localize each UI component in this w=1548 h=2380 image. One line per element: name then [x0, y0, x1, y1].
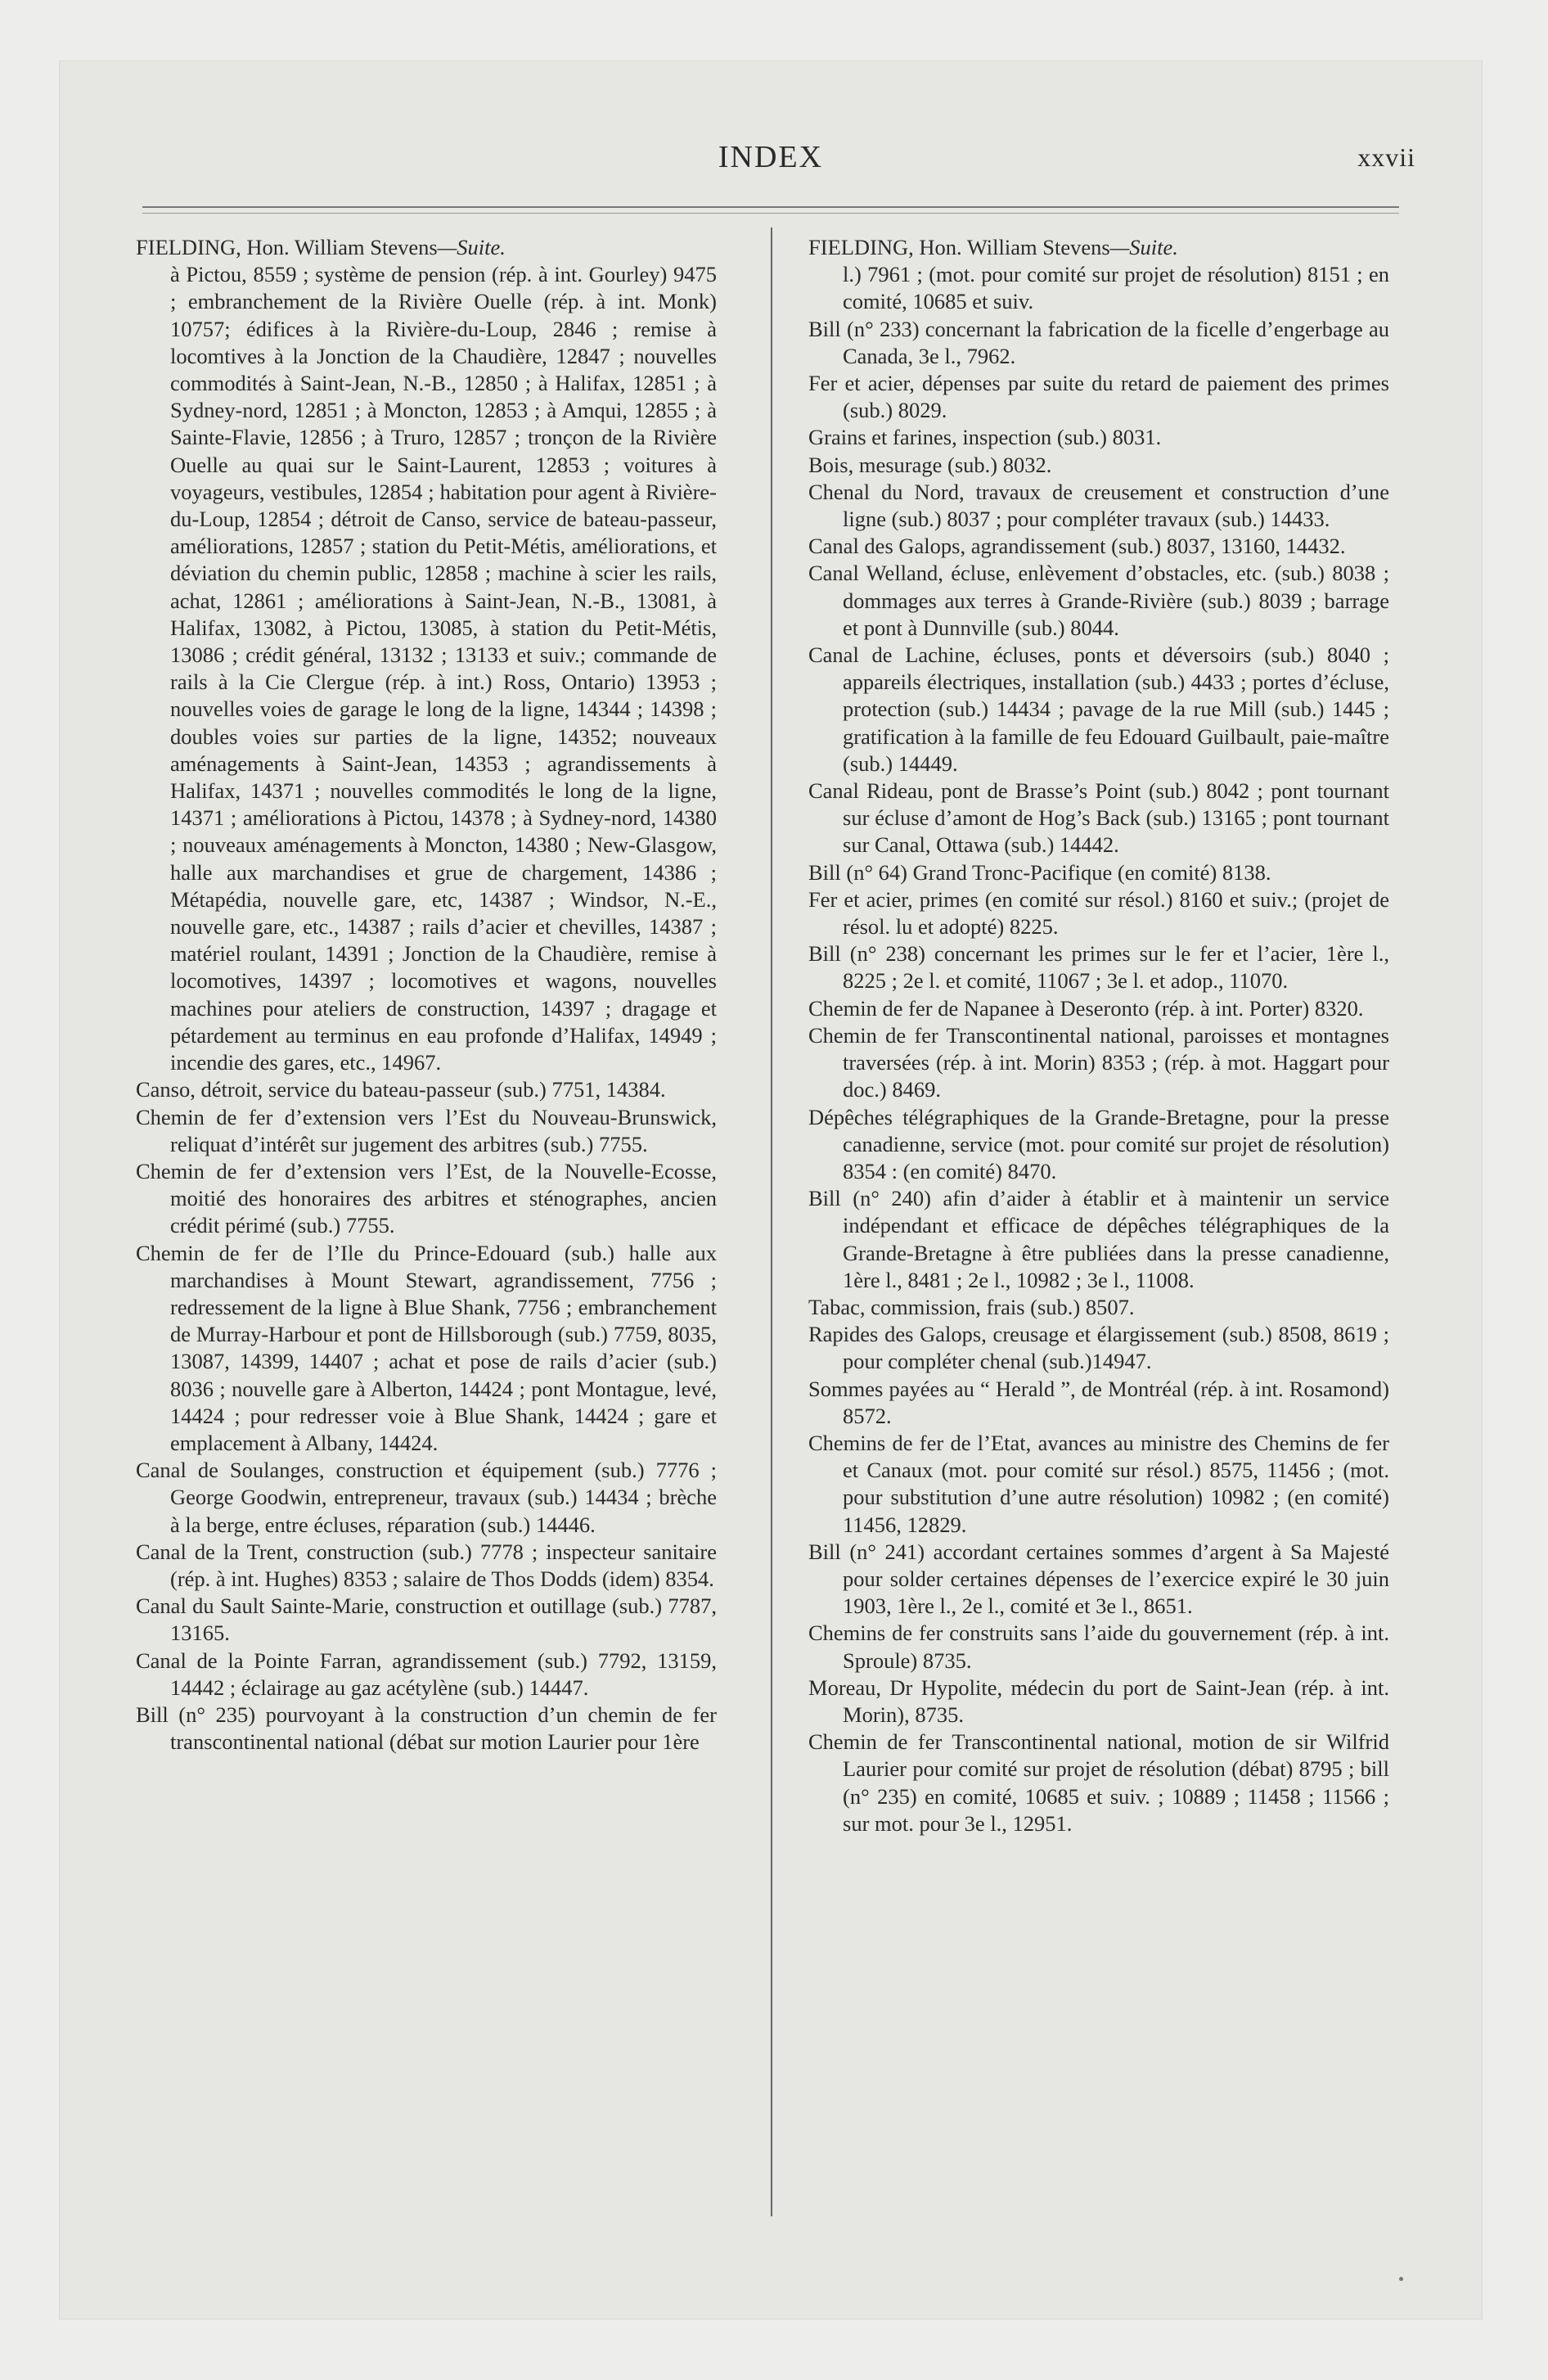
- page-number: xxvii: [1357, 142, 1415, 172]
- index-entry: Canal du Sault Sainte-Marie, construction et outillage (sub.) 7787, 13165.: [136, 1593, 717, 1646]
- index-entry: Canal de Lachine, écluses, ponts et déversoirs (sub.) 8040 ; appareils électriques, installation (sub.) 4433 ; portes d’écluse, protection (sub.) 14434 ; pavage de la rue Mill (sub.) 1445 ; gratification à la famille de feu Edouard Guilbault, paie-maître (sub.) 14449.: [808, 642, 1389, 776]
- page-title: INDEX: [718, 140, 824, 174]
- index-entry: Canal de la Pointe Farran, agrandissement (sub.) 7792, 13159, 14442 ; éclairage au gaz acétylène (sub.) 14447.: [136, 1648, 717, 1700]
- index-entry: Canso, détroit, service du bateau-passeur (sub.) 7751, 14384.: [136, 1077, 666, 1102]
- column-divider: [771, 228, 772, 2216]
- index-entry: Canal Welland, écluse, enlèvement d’obstacles, etc. (sub.) 8038 ; dommages aux terres à Grande-Rivière (sub.) 8039 ; barrage et pont à Dunnville (sub.) 8044.: [808, 561, 1389, 640]
- index-entry: Canal des Galops, agrandissement (sub.) 8037, 13160, 14432.: [808, 534, 1346, 559]
- right-continuation: l.) 7961 ; (mot. pour comité sur projet de résolution) 8151 ; en comité, 10685 et suiv.: [843, 262, 1389, 314]
- index-entry: Chenal du Nord, travaux de creusement et construction d’une ligne (sub.) 8037 ; pour compléter travaux (sub.) 14433.: [808, 479, 1389, 532]
- index-entry: Chemins de fer de l’Etat, avances au ministre des Chemins de fer et Canaux (mot. pour comité sur résol.) 8575, 11456 ; (mot. pour substitution d’une autre résolution) 10982 ; (en comité) 11456, 12829.: [808, 1430, 1389, 1537]
- index-entry: Fer et acier, primes (en comité sur résol.) 8160 et suiv.; (projet de résol. lu et adopté) 8225.: [808, 886, 1389, 940]
- index-entry: Chemin de fer de l’Ile du Prince-Edouard (sub.) halle aux marchandises à Mount Stewart, agrandissement, 7756 ; redressement de la ligne à Blue Shank, 7756 ; embranchement de Murray-Harbour et pont de Hillsborough (sub.) 7759, 8035, 13087, 14399, 14407 ; achat et pose de rails d’acier (sub.) 8036 ; nouvelle gare à Alberton, 14424 ; pont Montague, levé, 14424 ; pour redresser voie à Blue Shank, 14424 ; gare et emplacement à Albany, 14424.: [136, 1240, 717, 1455]
- index-entry: Bill (n° 241) accordant certaines sommes d’argent à Sa Majesté pour solder certaines dépenses de l’exercice expiré le 30 juin 1903, 1ère l., 2e l., comité et 3e l., 8651.: [808, 1539, 1389, 1619]
- index-entry: Chemin de fer Transcontinental national, motion de sir Wilfrid Laurier pour comité sur projet de résolution (débat) 8795 ; bill (n° 235) en comité, 10685 et suiv. ; 10889 ; 11458 ; 11566 ; sur mot. pour 3e l., 12951.: [808, 1729, 1389, 1836]
- left-heading-name: FIELDING, Hon. William Stevens: [136, 235, 438, 259]
- index-entry: Chemin de fer d’extension vers l’Est du Nouveau-Brunswick, reliquat d’intérêt sur jugement des arbitres (sub.) 7755.: [136, 1104, 717, 1156]
- index-entry: Bois, mesurage (sub.) 8032.: [808, 452, 1052, 477]
- index-entry: Grains et farines, inspection (sub.) 8031.: [808, 425, 1162, 450]
- left-column: [136, 234, 717, 1756]
- right-heading-name: FIELDING, Hon. William Stevens: [808, 235, 1110, 259]
- index-entry: Canal de la Trent, construction (sub.) 7778 ; inspecteur sanitaire (rép. à int. Hughes) 8353 ; salaire de Thos Dodds (idem) 8354.: [136, 1539, 717, 1591]
- right-heading: [808, 234, 1389, 261]
- index-entry: Bill (n° 235) pourvoyant à la construction d’un chemin de fer transcontinental national (débat sur motion Laurier pour 1ère: [136, 1702, 717, 1755]
- running-header: [59, 139, 1483, 188]
- right-heading-suffix: —Suite.: [1109, 235, 1178, 259]
- print-speck: [1399, 2277, 1403, 2281]
- page-sheet: [59, 61, 1483, 2319]
- index-entry: Chemin de fer de Napanee à Deseronto (rép. à int. Porter) 8320.: [808, 995, 1364, 1021]
- index-entry: Bill (n° 238) concernant les primes sur le fer et l’acier, 1ère l., 8225 ; 2e l. et comité, 11067 ; 3e l. et adop., 11070.: [808, 941, 1389, 994]
- header-rule-thin: [142, 213, 1399, 214]
- index-entry: Canal de Soulanges, construction et équipement (sub.) 7776 ; George Goodwin, entrepreneur, travaux (sub.) 14434 ; brèche à la berge, entre écluses, réparation (sub.) 14446.: [136, 1458, 717, 1537]
- index-entry: Tabac, commission, frais (sub.) 8507.: [808, 1294, 1135, 1319]
- header-rule: [142, 206, 1399, 208]
- index-entry: Bill (n° 64) Grand Tronc-Pacifique (en comité) 8138.: [808, 859, 1271, 885]
- index-entry: Bill (n° 240) afin d’aider à établir et à maintenir un service indépendant et efficace de dépêches télégraphiques de la Grande-Bretagne à être publiées dans la presse canadienne, 1ère l., 8481 ; 2e l., 10982 ; 3e l., 11008.: [808, 1186, 1389, 1292]
- left-heading-suffix: —Suite.: [437, 235, 506, 259]
- index-entry: Rapides des Galops, creusage et élargissement (sub.) 8508, 8619 ; pour compléter chenal (sub.)14947.: [808, 1322, 1389, 1374]
- index-entry: Sommes payées au “ Herald ”, de Montréal (rép. à int. Rosamond) 8572.: [808, 1376, 1389, 1428]
- index-entry: Canal Rideau, pont de Brasse’s Point (sub.) 8042 ; pont tournant sur écluse d’amont de Hog’s Back (sub.) 13165 ; pont tournant sur Canal, Ottawa (sub.) 14442.: [808, 778, 1389, 858]
- index-entry: Moreau, Dr Hypolite, médecin du port de Saint-Jean (rép. à int. Morin), 8735.: [808, 1675, 1389, 1727]
- index-entry: Chemin de fer d’extension vers l’Est, de la Nouvelle-Ecosse, moitié des honoraires des arbitres et sténographes, ancien crédit périmé (sub.) 7755.: [136, 1158, 717, 1238]
- index-entry: Chemins de fer construits sans l’aide du gouvernement (rép. à int. Sproule) 8735.: [808, 1620, 1389, 1673]
- index-entry: Chemin de fer Transcontinental national, paroisses et montagnes traversées (rép. à int. Morin) 8353 ; (rép. à mot. Haggart pour doc.) 8469.: [808, 1022, 1389, 1102]
- index-entry: Fer et acier, dépenses par suite du retard de paiement des primes (sub.) 8029.: [808, 371, 1389, 423]
- left-continuation: à Pictou, 8559 ; système de pension (rép. à int. Gourley) 9475 ; embranchement de la Rivière Ouelle (rép. à int. Monk) 10757; édifices à la Rivière-du-Loup, 2846 ; remise à locomtives à la Jonction de la Chaudière, 12847 ; nouvelles commodités à Saint-Jean, N.-B., 12850 ; à Halifax, 12851 ; à Sydney-nord, 12851 ; à Moncton, 12853 ; à Amqui, 12855 ; à Sainte-Flavie, 12856 ; à Truro, 12857 ; tronçon de la Rivière Ouelle au quai sur le Saint-Laurent, 12853 ; voitures à voyageurs, vestibules, 12854 ; habitation pour agent à Rivière-du-Loup, 12854 ; détroit de Canso, service de bateau-passeur, améliorations, 12857 ; station du Petit-Métis, améliorations, et déviation du chemin public, 12858 ; machine à scier les rails, achat, 12861 ; améliorations à Saint-Jean, N.-B., 13081, à Halifax, 13082, à Pictou, 13085, à station du Petit-Métis, 13086 ; crédit général, 13132 ; 13133 et suiv.; commande de rails à la Cie Clergue (rép. à int.) Ross, Ontario) 13953 ; nouvelles voies de garage le long de la ligne, 14344 ; 14398 ; doubles voies sur parties de la ligne, 14352; nouveaux aménagements à Saint-Jean, 14353 ; agrandissements à Halifax, 14371 ; nouvelles commodités le long de la ligne, 14371 ; améliorations à Pictou, 14378 ; à Sydney-nord, 14380 ; nouveaux aménagements à Moncton, 14380 ; New-Glasgow, halle aux marchandises et grue de chargement, 14386 ; Métapédia, nouvelle gare, etc, 14387 ; Windsor, N.-E., nouvelle gare, etc., 14387 ; rails d’acier et chevilles, 14387 ; matériel roulant, 14391 ; Jonction de la Chaudière, remise à locomotives, 14397 ; locomotives et wagons, nouvelles machines pour ateliers de construction, 14397 ; dragage et pétardement au terminus en eau profonde d’Halifax, 14949 ; incendie des gares, etc., 14967.: [170, 262, 717, 1075]
- index-entry: Bill (n° 233) concernant la fabrication de la ficelle d’engerbage au Canada, 3e l., 7962.: [808, 316, 1389, 368]
- right-column: [808, 234, 1389, 1837]
- index-entry: Dépêches télégraphiques de la Grande-Bretagne, pour la presse canadienne, service (mot. pour comité sur projet de résolution) 8354 : (en comité) 8470.: [808, 1104, 1389, 1183]
- left-heading: [136, 234, 717, 261]
